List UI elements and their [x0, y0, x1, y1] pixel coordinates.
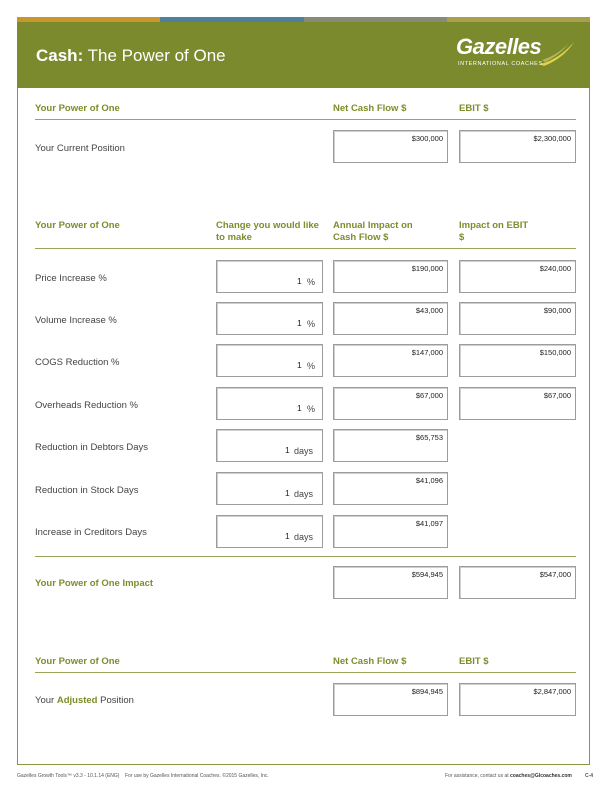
adjusted-position-label	[35, 695, 134, 706]
ebit-impact-field[interactable]	[459, 387, 576, 420]
change-input[interactable]	[216, 429, 323, 462]
impact-ebit-field[interactable]	[459, 566, 576, 599]
footer-page-number: C-4	[585, 773, 594, 779]
change-value: 1	[297, 318, 302, 328]
adjusted-ebit-field[interactable]	[459, 683, 576, 716]
impact-cash-value: $594,945	[411, 570, 443, 579]
adjusted-label-pre: Your	[35, 695, 57, 706]
section2-header-ebit: Impact on EBIT $	[459, 220, 529, 243]
ebit-impact-field[interactable]	[459, 302, 576, 335]
cash-impact-value: $41,096	[415, 476, 443, 485]
footer-use: For use by Gazelles International Coaches. ©2015 Gazelles, Inc.	[125, 773, 269, 779]
ebit-impact-value: $240,000	[539, 264, 571, 273]
section3-header-label: Your Power of One	[35, 656, 120, 667]
ebit-impact-value: $67,000	[543, 391, 571, 400]
change-unit: %	[307, 277, 316, 287]
section2-header-label: Your Power of One	[35, 220, 120, 231]
row-label: COGS Reduction %	[35, 357, 120, 368]
current-ebit-field[interactable]	[459, 130, 576, 163]
cash-impact-field[interactable]	[333, 302, 448, 335]
cash-impact-field[interactable]	[333, 344, 448, 377]
swoosh-icon	[538, 38, 578, 68]
change-unit: %	[307, 319, 316, 329]
row-label: Reduction in Debtors Days	[35, 442, 148, 453]
ebit-impact-field[interactable]	[459, 260, 576, 293]
ebit-impact-value: $150,000	[539, 348, 571, 357]
divider	[35, 556, 576, 557]
page-title	[36, 46, 226, 66]
cash-impact-value: $190,000	[411, 264, 443, 273]
change-input[interactable]	[216, 344, 323, 377]
adjusted-label-post: Position	[97, 695, 134, 706]
title-bold: Cash:	[36, 46, 84, 65]
section2-header-change: Change you would like to make	[216, 220, 319, 243]
row-label: Volume Increase %	[35, 315, 117, 326]
footer-email-link[interactable]: coaches@GIcoaches.com	[510, 773, 572, 779]
change-value: 1	[285, 531, 290, 541]
section1-header-net-cash: Net Cash Flow $	[333, 103, 407, 114]
change-input[interactable]	[216, 260, 323, 293]
row-label: Price Increase %	[35, 273, 107, 284]
change-input[interactable]	[216, 387, 323, 420]
change-input[interactable]	[216, 472, 323, 505]
impact-ebit-value: $547,000	[539, 570, 571, 579]
footer-assist-text: For assistance, contact us at	[445, 773, 511, 779]
change-value: 1	[297, 403, 302, 413]
section1-header-label: Your Power of One	[35, 103, 120, 114]
row-label: Increase in Creditors Days	[35, 527, 147, 538]
change-unit: days	[294, 446, 314, 456]
change-value: 1	[297, 276, 302, 286]
cash-impact-value: $43,000	[415, 306, 443, 315]
change-value: 1	[297, 360, 302, 370]
logo-main-text: Gazelles	[456, 34, 542, 59]
divider	[35, 672, 576, 673]
current-net-cash-value: $300,000	[411, 134, 443, 143]
section2-header-annual: Annual Impact on Cash Flow $	[333, 220, 413, 243]
cash-impact-value: $67,000	[415, 391, 443, 400]
cash-impact-field[interactable]	[333, 515, 448, 548]
current-net-cash-field[interactable]	[333, 130, 448, 163]
ebit-impact-field[interactable]	[459, 344, 576, 377]
divider	[35, 248, 576, 249]
section1-header-ebit: EBIT $	[459, 103, 489, 114]
logo-sub-text: INTERNATIONAL COACHES	[458, 61, 543, 67]
adjusted-ebit-value: $2,847,000	[533, 687, 571, 696]
divider	[35, 119, 576, 120]
change-unit: %	[307, 361, 316, 371]
title-rest: The Power of One	[83, 46, 226, 65]
cash-impact-value: $65,753	[415, 433, 443, 442]
adjusted-net-cash-value: $894,945	[411, 687, 443, 696]
change-value: 1	[285, 445, 290, 455]
impact-cash-field[interactable]	[333, 566, 448, 599]
gazelles-logo	[456, 34, 576, 74]
change-input[interactable]	[216, 302, 323, 335]
change-unit: days	[294, 532, 314, 542]
row-label: Reduction in Stock Days	[35, 485, 139, 496]
cash-impact-value: $41,097	[415, 519, 443, 528]
change-input[interactable]	[216, 515, 323, 548]
row-label: Overheads Reduction %	[35, 400, 138, 411]
change-unit: %	[307, 404, 316, 414]
adjusted-net-cash-field[interactable]	[333, 683, 448, 716]
change-value: 1	[285, 488, 290, 498]
section3-header-net-cash: Net Cash Flow $	[333, 656, 407, 667]
cash-impact-field[interactable]	[333, 472, 448, 505]
adjusted-label-bold: Adjusted	[56, 695, 98, 706]
change-unit: days	[294, 489, 314, 499]
current-position-label: Your Current Position	[35, 143, 125, 154]
page-header	[17, 22, 590, 88]
ebit-impact-value: $90,000	[543, 306, 571, 315]
cash-impact-field[interactable]	[333, 429, 448, 462]
cash-impact-field[interactable]	[333, 387, 448, 420]
current-ebit-value: $2,300,000	[533, 134, 571, 143]
impact-label: Your Power of One Impact	[35, 578, 154, 589]
footer-assist	[445, 773, 572, 779]
footer-tools: Gazelles Growth Tools™ v3.3 - 10.1.14 (ENG)	[17, 773, 120, 779]
cash-impact-field[interactable]	[333, 260, 448, 293]
cash-impact-value: $147,000	[411, 348, 443, 357]
section3-header-ebit: EBIT $	[459, 656, 489, 667]
